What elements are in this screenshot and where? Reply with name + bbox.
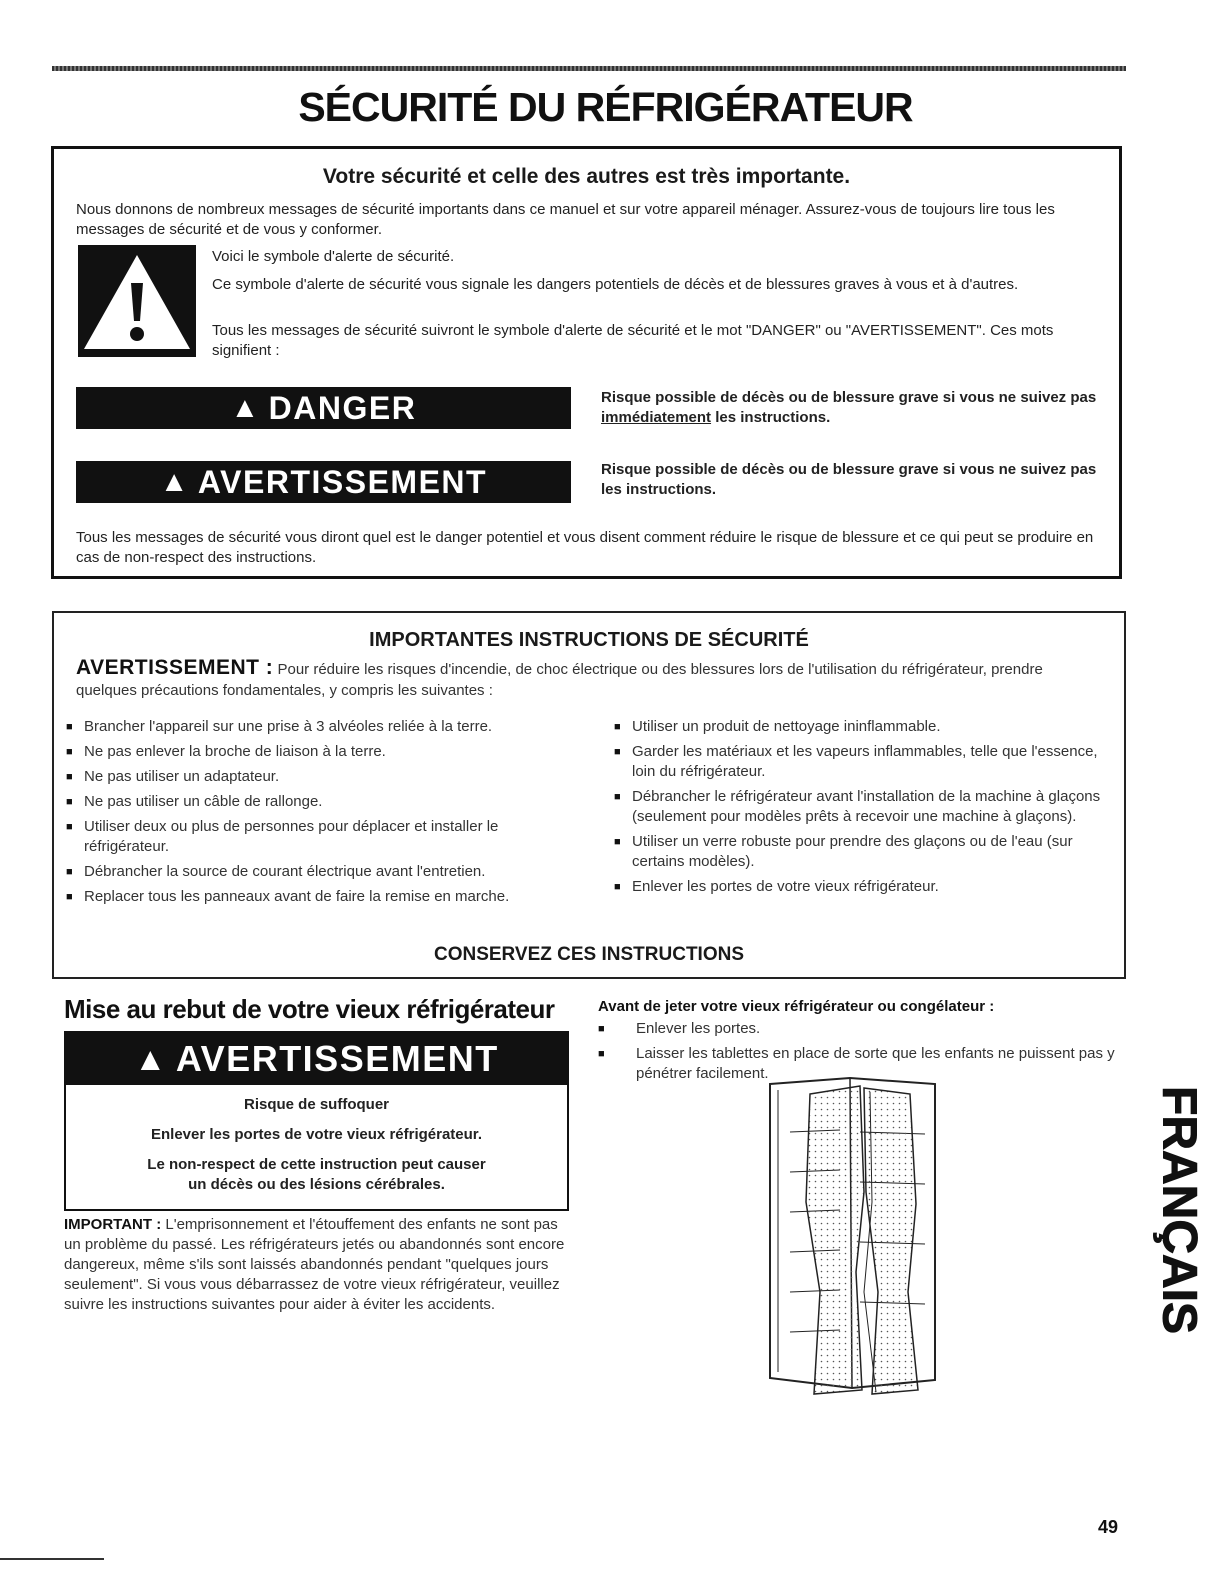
language-tab <box>1146 1080 1206 1340</box>
safety-box <box>51 146 1122 579</box>
list-item: ■ Enlever les portes. <box>598 1019 1118 1039</box>
important-paragraph: IMPORTANT : L'emprisonnement et l'étouffement des enfants ne sont pas un problème du passé. Les réfrigérateurs jetés ou abandonnés sont encore dangereux, même s'ils sont laissés abandonnés pendant "quelques jours seulement". Si vous vous débarrassez de votre vieux réfrigérateur, veuillez suivre les instructions suivantes pour aider à éviter les accidents. <box>64 1216 565 1313</box>
list-item: ■ Utiliser un verre robuste pour prendre des glaçons ou de l'eau (sur certains modèles). <box>614 832 1114 872</box>
warning-word: AVERTISSEMENT : <box>76 656 274 679</box>
disposal-consequence-2: un décès ou des lésions cérébrales. <box>188 1176 445 1193</box>
danger-signal-word: ▲ DANGER <box>76 387 571 429</box>
before-disposal-title: Avant de jeter votre vieux réfrigérateur ou congélateur : <box>598 998 995 1015</box>
page-title: SÉCURITÉ DU RÉFRIGÉRATEUR <box>298 84 913 130</box>
symbol-line-3: Tous les messages de sécurité suivront le symbole d'alerte de sécurité et le mot "DANGER" ou "AVERTISSEMENT". Ces mots signifient : <box>212 322 1054 359</box>
disposal-warning-box <box>64 1031 569 1211</box>
right-instruction-list <box>614 717 1114 902</box>
instructions-heading: IMPORTANTES INSTRUCTIONS DE SÉCURITÉ <box>369 629 809 651</box>
safety-alert-triangle-icon <box>78 245 196 357</box>
safety-closing: Tous les messages de sécurité vous diront quel est le danger potentiel et vous disent comment réduire le risque de blessure et ce qui peut se produire en cas de non-respect des instructions. <box>76 529 1094 566</box>
list-item: ■ Débrancher le réfrigérateur avant l'installation de la machine à glaçons (seulement pour modèles prêts à recevoir une machine à glaçons). <box>614 787 1114 827</box>
warning-signal-word: ▲ AVERTISSEMENT <box>76 461 571 503</box>
warning-triangle-icon: ▲ <box>159 465 190 498</box>
list-item: ■ Garder les matériaux et les vapeurs inflammables, telle que l'essence, loin du réfrigérateur. <box>614 742 1114 782</box>
list-item: ■ Ne pas utiliser un adaptateur. <box>66 767 586 787</box>
safety-heading: Votre sécurité et celle des autres est très importante. <box>322 165 851 188</box>
conserve-instructions: CONSERVEZ CES INSTRUCTIONS <box>433 944 745 965</box>
list-item: ■ Enlever les portes de votre vieux réfrigérateur. <box>614 877 1114 897</box>
language-tab-label: FRANÇAIS <box>1152 1086 1206 1334</box>
page-number: 49 <box>1098 1517 1119 1537</box>
list-item: ■ Ne pas enlever la broche de liaison à la terre. <box>66 742 586 762</box>
left-instruction-list <box>66 717 586 912</box>
footer-rule <box>0 1558 104 1560</box>
refrigerator-doors-removed-illustration <box>760 1072 962 1402</box>
list-item: ■ Replacer tous les panneaux avant de faire la remise en marche. <box>66 887 586 907</box>
list-item: ■ Utiliser deux ou plus de personnes pour déplacer et installer le réfrigérateur. <box>66 817 586 857</box>
disposal-consequence-1: Le non-respect de cette instruction peut causer <box>147 1156 486 1173</box>
list-item: ■ Ne pas utiliser un câble de rallonge. <box>66 792 586 812</box>
list-item: ■ Laisser les tablettes en place de sorte que les enfants ne puissent pas y pénétrer facilement. <box>598 1044 1118 1084</box>
top-rule <box>52 66 1126 71</box>
danger-description: Risque possible de décès ou de blessure grave si vous ne suivez pas immédiatement les instructions. <box>601 389 1097 426</box>
instructions-box <box>52 611 1126 979</box>
symbol-line-2: Ce symbole d'alerte de sécurité vous signale les dangers potentiels de décès et de blessures graves à vous et à d'autres. <box>212 276 1019 293</box>
warning-triangle-icon: ▲ <box>230 391 261 424</box>
warning-triangle-icon: ▲ <box>134 1040 168 1077</box>
disposal-action: Enlever les portes de votre vieux réfrigérateur. <box>151 1126 482 1143</box>
disposal-risk: Risque de suffoquer <box>243 1096 389 1113</box>
safety-intro: Nous donnons de nombreux messages de sécurité importants dans ce manuel et sur votre appareil ménager. Assurez-vous de toujours lire tous les messages de sécurité et de vous y conformer. <box>76 201 1055 238</box>
warning-description: Risque possible de décès ou de blessure grave si vous ne suivez pas les instructions. <box>601 461 1097 498</box>
symbol-line-1: Voici le symbole d'alerte de sécurité. <box>212 248 455 265</box>
disposal-warning-signal-word: ▲ AVERTISSEMENT <box>66 1033 567 1085</box>
instructions-warning: AVERTISSEMENT : Pour réduire les risques d'incendie, de choc électrique ou des blessures lors de l'utilisation du réfrigérateur, prendre quelques précautions fondamentales, y compris les suivantes : <box>76 656 1043 699</box>
list-item: ■ Utiliser un produit de nettoyage ininflammable. <box>614 717 1114 737</box>
list-item: ■ Débrancher la source de courant électrique avant l'entretien. <box>66 862 586 882</box>
list-item: ■ Brancher l'appareil sur une prise à 3 alvéoles reliée à la terre. <box>66 717 586 737</box>
disposal-title: Mise au rebut de votre vieux réfrigérateur <box>64 994 555 1024</box>
